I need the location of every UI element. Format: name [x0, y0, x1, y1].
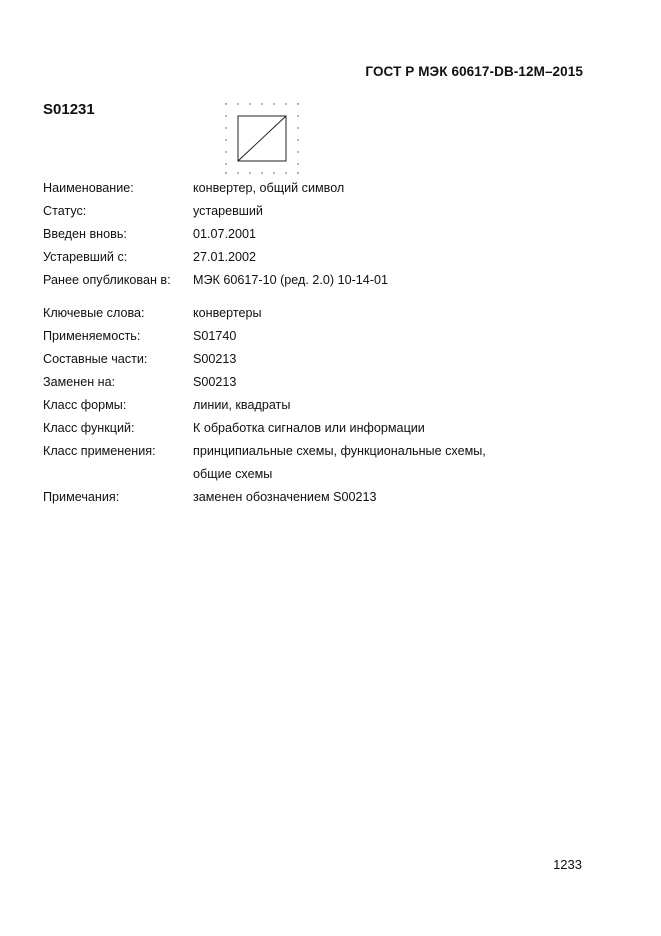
grid-dot [225, 163, 226, 164]
field-label: Составные части: [43, 352, 148, 366]
field-label: Заменен на: [43, 375, 116, 389]
grid-dot [225, 127, 226, 128]
grid-dot [225, 151, 226, 152]
field-value: S01740 [193, 329, 237, 343]
grid-dot [225, 139, 226, 140]
symbol-code: S01231 [43, 101, 95, 118]
grid-dot [285, 103, 286, 104]
page-number: 1233 [553, 857, 582, 872]
field-value: S00213 [193, 375, 237, 389]
field-value: 01.07.2001 [193, 227, 257, 241]
field-value: К обработка сигналов или информации [193, 421, 425, 435]
field-value: конвертеры [193, 306, 262, 320]
field-label: Статус: [43, 204, 87, 218]
grid-dot [297, 103, 298, 104]
field-value: линии, квадраты [193, 398, 291, 412]
grid-dot [237, 172, 238, 173]
field-label: Класс функций: [43, 421, 135, 435]
field-value: конвертер, общий символ [193, 181, 345, 195]
grid-dot [249, 103, 250, 104]
grid-dot [297, 151, 298, 152]
grid-dot [297, 139, 298, 140]
grid-dot [237, 103, 238, 104]
field-value: S00213 [193, 352, 237, 366]
grid-dot [225, 172, 226, 173]
grid-dot [297, 115, 298, 116]
field-value: МЭК 60617-10 (ред. 2.0) 10-14-01 [193, 273, 388, 287]
grid-dot [225, 115, 226, 116]
field-label: Класс применения: [43, 444, 156, 458]
grid-dot [225, 103, 226, 104]
field-value: устаревший [193, 204, 263, 218]
field-value: принципиальные схемы, функциональные схемы, [193, 444, 486, 458]
field-label: Класс формы: [43, 398, 127, 412]
document-header: ГОСТ Р МЭК 60617-DB-12M–2015 [365, 64, 583, 79]
grid-dot [273, 172, 274, 173]
grid-dot [297, 127, 298, 128]
grid-dot [273, 103, 274, 104]
grid-dot [297, 172, 298, 173]
field-label: Введен вновь: [43, 227, 127, 241]
grid-dot [261, 172, 262, 173]
grid-dot [261, 103, 262, 104]
field-value: общие схемы [193, 467, 273, 481]
field-value: заменен обозначением S00213 [193, 490, 377, 504]
grid-dot [285, 172, 286, 173]
grid-dot [297, 163, 298, 164]
converter-symbol-icon [220, 98, 306, 176]
field-label: Устаревший с: [43, 250, 128, 264]
field-label: Ранее опубликован в: [43, 273, 171, 287]
field-value: 27.01.2002 [193, 250, 257, 264]
field-label: Примечания: [43, 490, 120, 504]
field-label: Ключевые слова: [43, 306, 145, 320]
grid-dot [249, 172, 250, 173]
field-label: Наименование: [43, 181, 134, 195]
field-label: Применяемость: [43, 329, 141, 343]
